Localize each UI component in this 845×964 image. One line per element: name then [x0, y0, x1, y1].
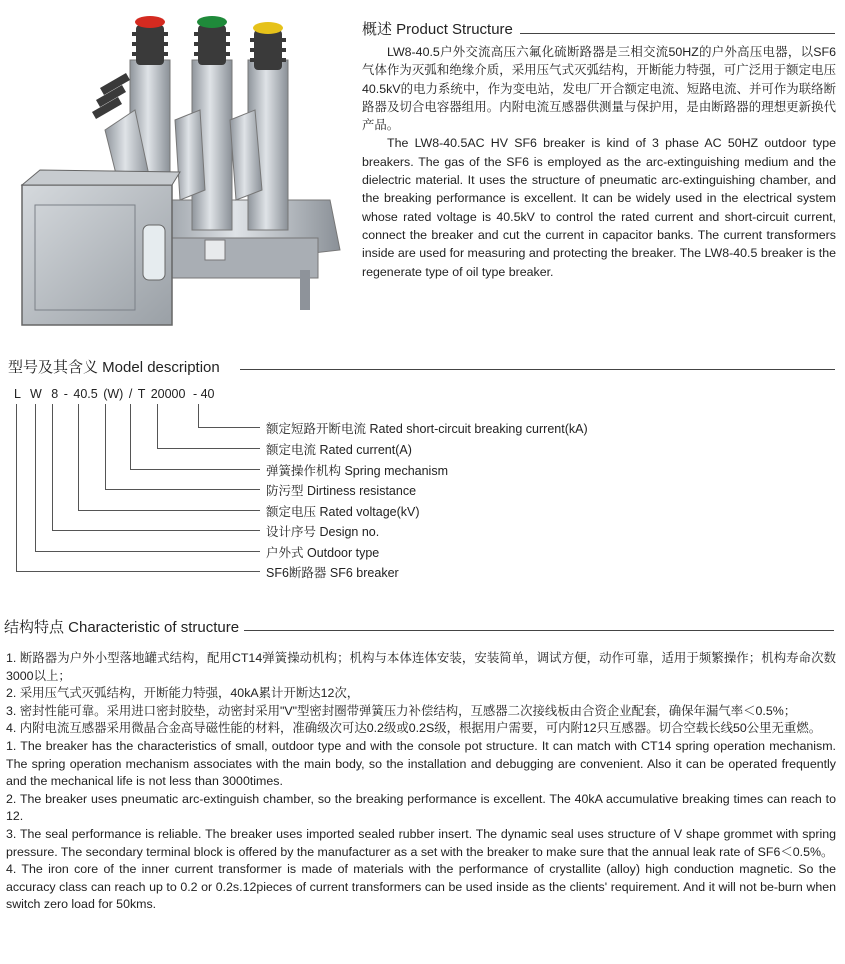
- feature-cn: 1. 断路器为户外小型落地罐式结构，配用CT14弹簧操动机构；机构与本体连体安装，安装简单，调试方便，动作可靠，适用于频繁操作；机构寿命次数3000以上；: [6, 651, 836, 683]
- heading-rule: [520, 33, 835, 34]
- legend-item: 额定短路开断电流 Rated short-circuit breaking current(kA): [266, 422, 588, 436]
- code-part: 20000: [150, 387, 186, 401]
- product-structure-text: [362, 43, 836, 281]
- feature-en: 4. The iron core of the inner current transformer is made of materials with the performance of crystallite (alloy) high conduction magnetic. So the accuracy class can reach up to 0.2 or 0.2s.12pieces of current transformers can be used inside as the clients' requirement. And it will not be-burn when switch zero load for 50kms.: [6, 862, 836, 912]
- heading-rule: [244, 630, 834, 631]
- characteristic-list: [6, 650, 836, 914]
- legend-item: 额定电压 Rated voltage(kV): [266, 505, 420, 519]
- code-part: -: [63, 387, 68, 401]
- model-description-heading: 型号及其含义 Model description: [8, 359, 220, 376]
- code-part: T: [137, 387, 146, 401]
- code-part: 40.5: [73, 387, 98, 401]
- feature-en: 3. The seal performance is reliable. The breaker uses imported sealed rubber insert. The dynamic seal uses structure of V shape grommet with spring pressure. The secondary terminal block is offered by the manufacturer as a set with the breaker to make sure that the annual leak rate of SF6＜0.5%。: [6, 826, 836, 859]
- legend-item: SF6断路器 SF6 breaker: [266, 566, 399, 580]
- characteristic-heading: 结构特点 Characteristic of structure: [4, 619, 240, 636]
- code-part: L: [14, 387, 21, 401]
- code-part: 8: [51, 387, 59, 401]
- product-structure-cn: LW8-40.5户外交流高压六氟化硫断路器是三相交流50HZ的户外高压电器，以SF6气体作为灭弧和绝缘介质，采用压气式灭弧结构，开断能力特强，可广泛用于额定电压40.5kV的电力系统中，作为变电站，发电厂开合额定电流、短路电流、并可作为联络断路器及切合电容器组用。内附电流互感器供测量与保护用，是由断路器的理想更新换代产品。: [362, 45, 836, 133]
- side-bushing-1: [92, 73, 130, 119]
- feature-cn: 2. 采用压气式灭弧结构，开断能力特强，40kA累计开断达12次，: [6, 686, 360, 701]
- product-structure-heading: 概述 Product Structure: [362, 21, 513, 38]
- code-part: /: [128, 387, 133, 401]
- code-part: W: [29, 387, 42, 401]
- product-structure-en: The LW8-40.5AC HV SF6 breaker is kind of 3 phase AC 50HZ outdoor type breakers. The gas of the SF6 is employed as the arc-extinguishing medium and the dielectric material. It uses the structure of pneumatic arc-extinguishing chamber, and the breaking performance is excellent. It can be widely used in the electrical system whose rated voltage is 40.5kV to control the rated current and short-circuit current, connect the breaker and cut the current in capacitor banks. The current transformers inside are used for measuring and protecting the breaker. The LW8-40.5 breaker is the regenerate type of oil type breaker.: [362, 136, 836, 279]
- feature-en: 2. The breaker uses pneumatic arc-extinguish chamber, so the breaking performance is excellent. The 40kA accumulative breaking times can reach to 12.: [6, 791, 836, 824]
- code-part: (W): [103, 387, 124, 401]
- feature-cn: 3. 密封性能可靠。采用进口密封胶垫，动密封采用"V"型密封圈带弹簧压力补偿结构，互感器二次接线板由合资企业配套，确保年漏气率＜0.5%；: [6, 703, 797, 718]
- legend-item: 弹簧操作机构 Spring mechanism: [266, 464, 448, 478]
- model-code: [14, 387, 215, 401]
- legend-item: 额定电流 Rated current(A): [266, 443, 412, 457]
- legend-item: 防污型 Dirtiness resistance: [266, 484, 417, 498]
- feature-cn: 4. 内附电流互感器采用微晶合金高导磁性能的材料，准确级次可达0.2级或0.2S级，根据用户需要，可内附12只互感器。切合空载长线50公里无重燃。: [6, 721, 822, 736]
- feature-en: 1. The breaker has the characteristics of small, outdoor type and with the console pot structure. It can match with CT14 spring operation mechanism. The spring operation mechanism associates with the main body, so the installation and debugging are convenient. Also it can be operated frequently and the mechanical life is not less than 3000times.: [6, 738, 836, 789]
- legend-item: 设计序号 Design no.: [266, 525, 380, 539]
- legend-item: 户外式 Outdoor type: [266, 546, 380, 560]
- heading-rule: [240, 369, 835, 370]
- code-part: -: [192, 387, 198, 401]
- breaker-photo: [0, 0, 345, 340]
- code-part: 40: [200, 387, 215, 401]
